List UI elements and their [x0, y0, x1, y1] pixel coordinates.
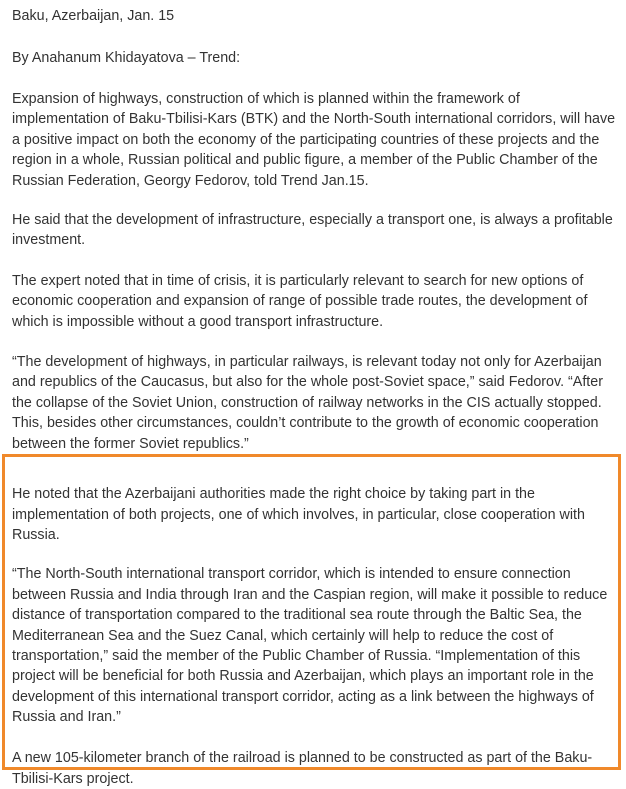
paragraph: “The development of highways, in particular railways, is relevant today not only for Azerbaijan and republics of the Caucasus, but also for the whole post-Soviet space,” said Fedorov. “After the collapse of the Soviet Union, construction of railway networks in the CIS actually stopped. This, besides other circumstances, couldn’t contribute to the growth of economic cooperation between the former Soviet republics.”: [12, 354, 603, 452]
byline: By Anahanum Khidayatova – Trend:: [12, 50, 241, 66]
paragraph: Expansion of highways, construction of which is planned within the framework of implementation of Baku-Tbilisi-Kars (BTK) and the North-South international corridors, will have a positive impact on both the economy of the participating countries of these projects and the region in a whole, Russian political and public figure, a member of the Public Chamber of the Russian Federation, Georgy Fedorov, told Trend Jan.15.: [12, 91, 616, 189]
highlighted-paragraph: “The North-South international transport corridor, which is intended to ensure connection between Russia and India through Iran and the Caspian region, will make it possible to reduce distance of transportation compared to the traditional sea route through the Baltic Sea, the Mediterranean Sea and the Suez Canal, which certainly will help to reduce the cost of transportation,” said the member of the Public Chamber of Russia. “Implementation of this project will be beneficial for both Russia and Azerbaijan, which plays an important role in the development of this international transport corridor, acting as a link between the highways of Russia and Iran.”: [12, 566, 608, 726]
highlighted-paragraph: He noted that the Azerbaijani authorities made the right choice by taking part in the implementation of both projects, one of which involves, in particular, close cooperation with Russia.: [12, 486, 585, 544]
paragraph: He said that the development of infrastructure, especially a transport one, is always a profitable investment.: [12, 212, 613, 249]
highlighted-paragraph: A new 105-kilometer branch of the railroad is planned to be constructed as part of the Baku-Tbilisi-Kars project.: [12, 750, 593, 787]
paragraph: The expert noted that in time of crisis, it is particularly relevant to search for new options of economic cooperation and expansion of range of possible trade routes, the development of which is impossible without a good transport infrastructure.: [12, 273, 588, 330]
dateline: Baku, Azerbaijan, Jan. 15: [12, 8, 175, 24]
